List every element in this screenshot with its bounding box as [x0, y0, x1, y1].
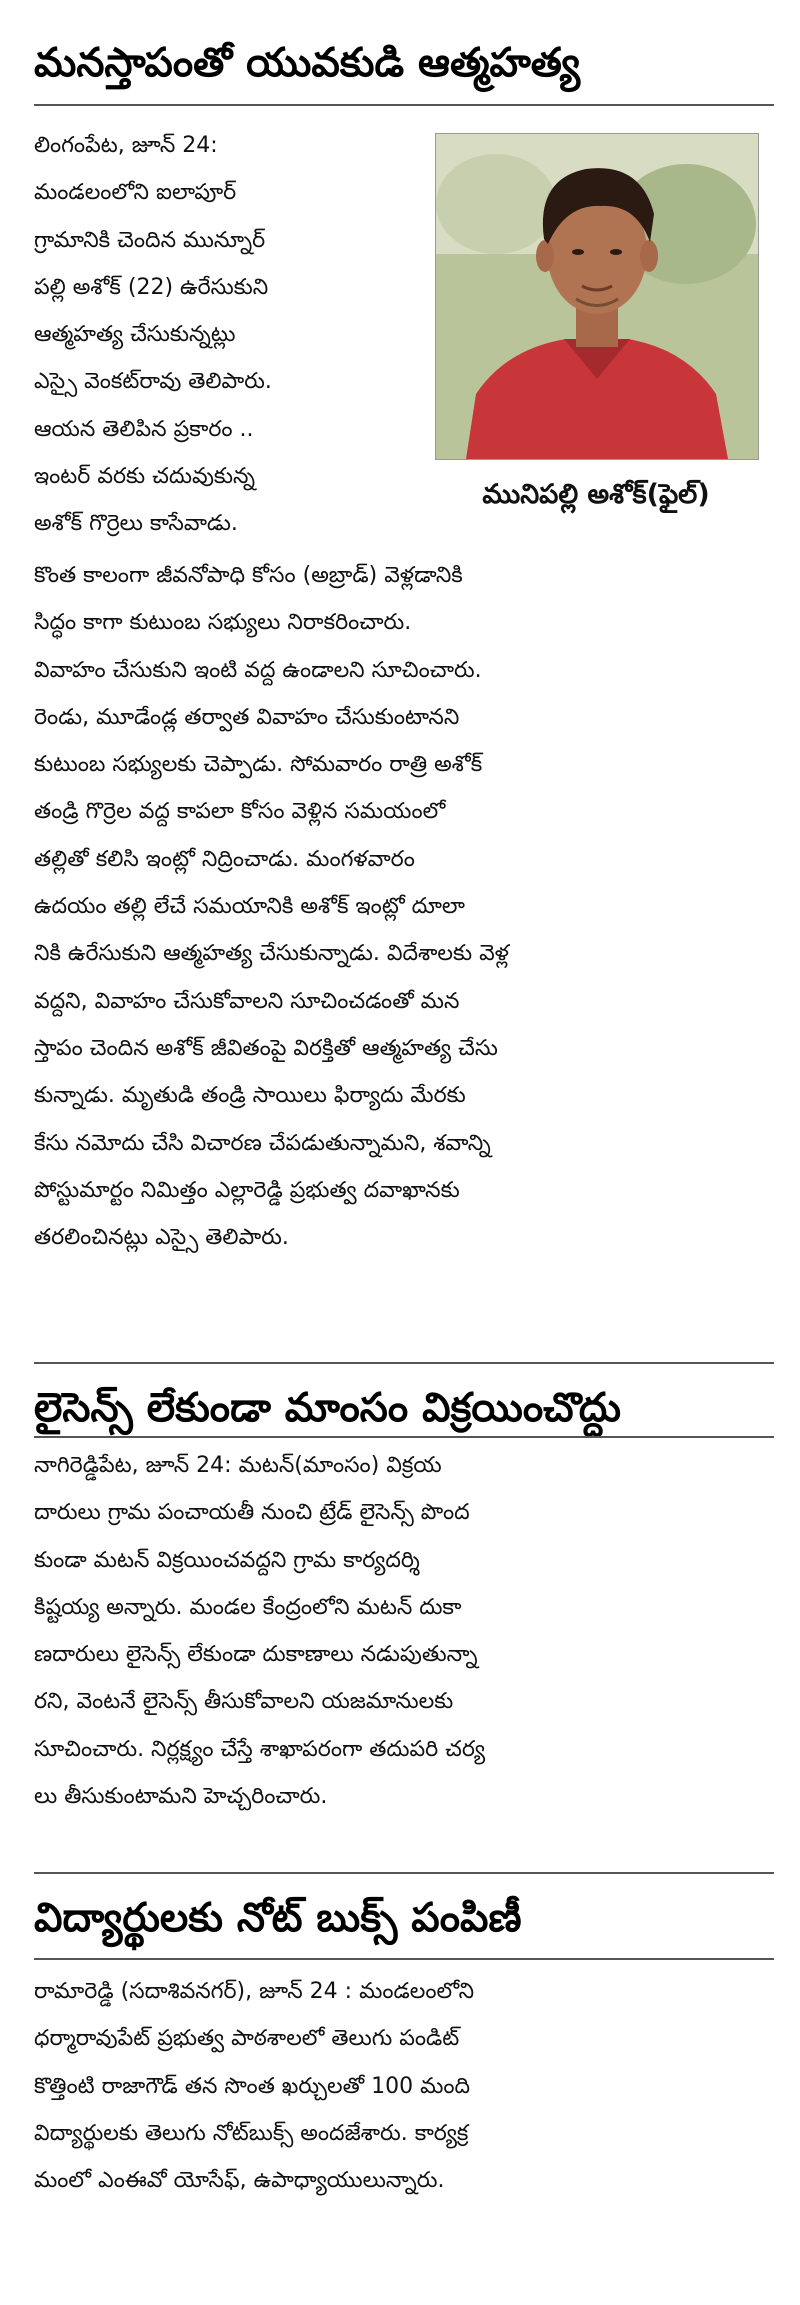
article1-body-full-width: కొంత కాలంగా జీవనోపాధి కోసం (అబ్రాడ్) వెళ్లడానికి సిద్ధం కాగా కుటుంబ సభ్యులు నిరాకరించారు. వివాహం చేసుకుని ఇంటి వద్ద ఉండాలని సూచించారు. రెండు, మూడేండ్ల తర్వాత వివాహం చేసుకుంటానని కుటుంబ సభ్యులకు చెప్పాడు. సోమవారం రాత్రి అశోక్ తండ్రి గొర్రెల వద్ద కాపలా కోసం వెళ్లిన సమయంలో తల్లితో కలిసి ఇంట్లో నిద్రించాడు. మంగళవారం ఉదయం తల్లి లేచే సమయానికి అశోక్ ఇంట్లో దూలా నికి ఉరేసుకుని ఆత్మహత్య చేసుకున్నాడు. విదేశాలకు వెళ్ల వద్దని, వివాహం చేసుకోవాలని సూచించడంతో మన స్తాపం చెందిన అశోక్ జీవితంపై విరక్తితో ఆత్మహత్య చేసు కున్నాడు. మృతుడి తండ్రి సాయిలు ఫిర్యాదు మేరకు కేసు నమోదు చేసి విచారణ చేపడుతున్నామని, శవాన్ని పోస్టుమార్టం నిమిత్తం ఎల్లారెడ్డి ప్రభుత్వ దవాఖానకు తరలించినట్లు ఎస్సై తెలిపారు.: [34, 563, 509, 1251]
ashok-photo: [435, 133, 759, 460]
article2-body: నాగిరెడ్డిపేట, జూన్ 24: మటన్(మాంసం) విక్రయ దారులు గ్రామ పంచాయతీ నుంచి ట్రేడ్ లైసెన్స్ పొంద కుండా మటన్ విక్రయించవద్దని గ్రామ కార్యదర్శి కిష్టయ్య అన్నారు. మండల కేంద్రంలోని మటన్ దుకా ణదారులు లైసెన్స్ లేకుండా దుకాణాలు నడుపుతున్నా రని, వెంటనే లైసెన్స్ తీసుకోవాలని యజమానులకు సూచించారు. నిర్లక్ష్యం చేస్తే శాఖాపరంగా తదుపరి చర్య లు తీసుకుంటామని హెచ్చరించారు.: [34, 1453, 486, 1810]
headline-divider: [34, 1436, 774, 1438]
headline-notebook-distribution: విద్యార్థులకు నోట్ బుక్స్ పంపిణీ: [34, 1895, 522, 1941]
headline-meat-license: లైసెన్స్ లేకుండా మాంసం విక్రయించొద్దు: [34, 1385, 622, 1431]
section-divider: [34, 1872, 774, 1874]
article3-body: రామారెడ్డి (సదాశివనగర్), జూన్ 24 : మండలంలోని ధర్మారావుపేట్ ప్రభుత్వ పాఠశాలలో తెలుగు పండిట్ కొత్తింటి రాజాగౌడ్ తన సొంత ఖర్చులతో 100 మంది విద్యార్థులకు తెలుగు నోట్‌బుక్స్ అందజేశారు. కార్యక్ర మంలో ఎంఈవో యోసేఫ్, ఉపాధ్యాయులున్నారు.: [34, 1979, 475, 2194]
section-divider: [34, 1362, 774, 1364]
headline-youth-suicide: మనస్తాపంతో యువకుడి ఆత్మహత్య: [34, 40, 581, 86]
photo-caption: మునిపల్లి అశోక్(ఫైల్): [482, 479, 710, 510]
article1-body-beside-photo: లింగంపేట, జూన్ 24: మండలంలోని ఐలాపూర్ గ్రామానికి చెందిన మున్నూర్ పల్లి అశోక్ (22) ఉరేసుకుని ఆత్మహత్య చేసుకున్నట్లు ఎస్సై వెంకట్‌రావు తెలిపారు. ఆయన తెలిపిన ప్రకారం .. ఇంటర్ వరకు చదువుకున్న అశోక్ గొర్రెలు కాసేవాడు.: [34, 133, 272, 537]
headline-divider: [34, 1958, 774, 1960]
headline-divider: [34, 104, 774, 106]
portrait-illustration: [436, 134, 758, 459]
